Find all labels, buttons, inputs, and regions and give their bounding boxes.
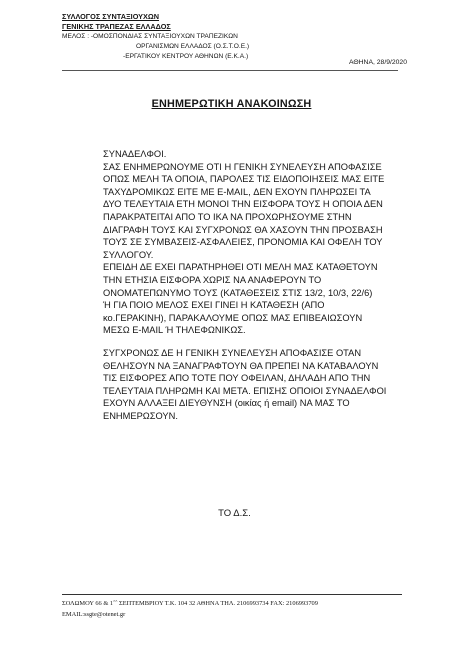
body-line: ΤΗΝ ΕΤΗΣΙΑ ΕΙΣΦΟΡΑ ΧΩΡΙΣ ΝΑ ΑΝΑΦΕΡΟΥΝ ΤΟ xyxy=(103,274,322,285)
body-line: ΠΑΡΑΚΡΑΤΕΙΤΑΙ ΑΠΟ ΤΟ ΙΚΑ ΝΑ ΠΡΟΧΩΡΗΣΟΥΜΕ ΣΤΗΝ xyxy=(103,211,352,222)
header-divider xyxy=(62,70,398,71)
body-line: ΣΥΓΧΡΟΝΩΣ ΔΕ Η ΓΕΝΙΚΗ ΣΥΝΕΛΕΥΣΗ ΑΠΟΦΑΣΙΣΕ ΟΤΑΝ xyxy=(103,347,362,358)
body-line: ΘΕΛΗΣΟΥΝ ΝΑ ΞΑΝΑΓΡΑΦΤΟΥΝ ΘΑ ΠΡΕΠΕΙ ΝΑ ΚΑΤΑΒΑΛΟΥΝ xyxy=(103,360,379,371)
letterhead xyxy=(62,12,422,62)
body-line: ΕΧΟΥΝ ΑΛΛΑΞΕΙ ΔΙΕΥΘΥΝΣΗ (οικίας ή email) ΝΑ ΜΑΣ ΤΟ xyxy=(103,398,350,409)
body-line: ΔΥΟ ΤΕΛΕΥΤΑΙΑ ΕΤΗ ΜΟΝΟΙ ΤΗΝ ΕΙΣΦΟΡΑ ΤΟΥΣ Η ΟΠΟΙΑ ΔΕΝ xyxy=(103,199,383,210)
body-line: ΜΕΣΩ E-MAIL Ή ΤΗΛΕΦΩΝΙΚΩΣ. xyxy=(103,325,246,336)
body-line: ΣΥΛΛΟΓΟΥ. xyxy=(103,249,154,260)
footer xyxy=(62,598,412,620)
letterhead-line-2: ΓΕΝΙΚΗΣ ΤΡΑΠΕΖΑΣ ΕΛΛΑΔΟΣ xyxy=(62,22,171,31)
body-line: ΤΑΧΥΔΡΟΜΙΚΩΣ ΕΙΤΕ ΜΕ E-MAIL, ΔΕΝ ΕΧΟΥΝ ΠΛΗΡΩΣΕΙ ΤΑ xyxy=(103,186,371,197)
greeting: ΣΥΝΑΔΕΛΦΟΙ. xyxy=(103,149,167,159)
document-body xyxy=(103,148,423,422)
document-date: ΑΘΗΝΑ, 28/9/2020 xyxy=(348,59,407,66)
footer-address: ΣΟΛΩΜΟΥ 66 & 1ˆˆ ΣΕΠΤΕΜΒΡΙΟΥ Τ.Κ. 104 32 ΑΘΗΝΑ ΤΗΛ. 2106993734 FAX: 2106993709 xyxy=(62,600,318,607)
body-line: ΤΕΛΕΥΤΑΙΑ ΠΛΗΡΩΜΗ ΚΑΙ ΜΕΤΑ. ΕΠΙΣΗΣ ΟΠΟΙΟΙ ΣΥΝΑΔΕΛΦΟΙ xyxy=(103,385,387,396)
letterhead-line-5: -ΕΡΓΑΤΙΚΟΥ ΚΕΝΤΡΟΥ ΑΘΗΝΩΝ (Ε.Κ.Α.) xyxy=(123,53,249,60)
document-title-text: ΕΝΗΜΕΡΩΤΙΚΗ ΑΝΑΚΟΙΝΩΣΗ xyxy=(151,98,312,110)
paragraph-gap xyxy=(103,337,423,347)
body-line: ΤΙΣ ΕΙΣΦΟΡΕΣ ΑΠΟ ΤΟΤΕ ΠΟΥ ΟΦΕΙΛΑΝ, ΔΗΛΑΔΗ ΑΠΟ ΤΗΝ xyxy=(103,373,371,384)
letterhead-line-4: ΟΡΓΑΝΙΣΜΩΝ ΕΛΛΑΔΟΣ (Ο.Σ.Τ.Ο.Ε.) xyxy=(136,43,250,50)
body-line: κο.ΓΕΡΑΚΙΝΗ), ΠΑΡΑΚΑΛΟΥΜΕ ΟΠΩΣ ΜΑΣ ΕΠΙΒΕΑΙΩΣΟΥΝ xyxy=(103,312,363,323)
body-line: ΟΝΟΜΑΤΕΠΩΝΥΜΟ ΤΟΥΣ (ΚΑΤΑΘΕΣΕΙΣ ΣΤΙΣ 13/2, 10/3, 22/6) xyxy=(103,287,373,298)
signature: ΤΟ Δ.Σ. xyxy=(218,508,251,519)
body-line: ΣΑΣ ΕΝΗΜΕΡΩΝΟΥΜΕ ΟΤΙ Η ΓΕΝΙΚΗ ΣΥΝΕΛΕΥΣΗ ΑΠΟΦΑΣΙΣΕ xyxy=(103,161,382,172)
body-line: ΕΝΗΜΕΡΩΣΟΥΝ. xyxy=(103,410,178,421)
body-line: ΤΟΥΣ ΣΕ ΣΥΜΒΑΣΕΙΣ-ΑΣΦΑΛΕΙΕΣ, ΠΡΟΝΟΜΙΑ ΚΑΙ ΟΦΕΛΗ ΤΟΥ xyxy=(103,237,383,248)
body-line: ΟΠΩΣ ΜΕΛΗ ΤΑ ΟΠΟΙΑ, ΠΑΡΟΛΕΣ ΤΙΣ ΕΙΔΟΠΟΙΗΣΕΙΣ ΜΑΣ ΕΙΤΕ xyxy=(103,174,385,185)
document-title xyxy=(0,98,463,110)
body-line: ΔΙΑΓΡΑΦΗ ΤΟΥΣ ΚΑΙ ΣΥΓΧΡΟΝΩΣ ΘΑ ΧΑΣΟΥΝ ΤΗΝ ΠΡΟΣΒΑΣΗ xyxy=(103,224,383,235)
letterhead-line-3: ΜΕΛΟΣ : -ΟΜΟΣΠΟΝΔΙΑΣ ΣΥΝΤΑΞΙΟΥΧΩΝ ΤΡΑΠΕΖΙΚΩΝ xyxy=(62,33,238,40)
footer-email: EMAIL:ssgte@otenet.gr xyxy=(62,611,126,618)
footer-divider xyxy=(62,594,402,595)
letterhead-line-1: ΣΥΛΛΟΓΟΣ ΣΥΝΤΑΞΙΟΥΧΩΝ xyxy=(62,12,160,21)
body-line: Ή ΓΙΑ ΠΟΙΟ ΜΕΛΟΣ ΕΧΕΙ ΓΙΝΕΙ Η ΚΑΤΑΘΕΣΗ (ΑΠΟ xyxy=(103,300,325,311)
body-line: ΕΠΕΙΔΗ ΔΕ ΕΧΕΙ ΠΑΡΑΤΗΡΗΘΕΙ ΟΤΙ ΜΕΛΗ ΜΑΣ ΚΑΤΑΘΕΤΟΥΝ xyxy=(103,262,378,273)
